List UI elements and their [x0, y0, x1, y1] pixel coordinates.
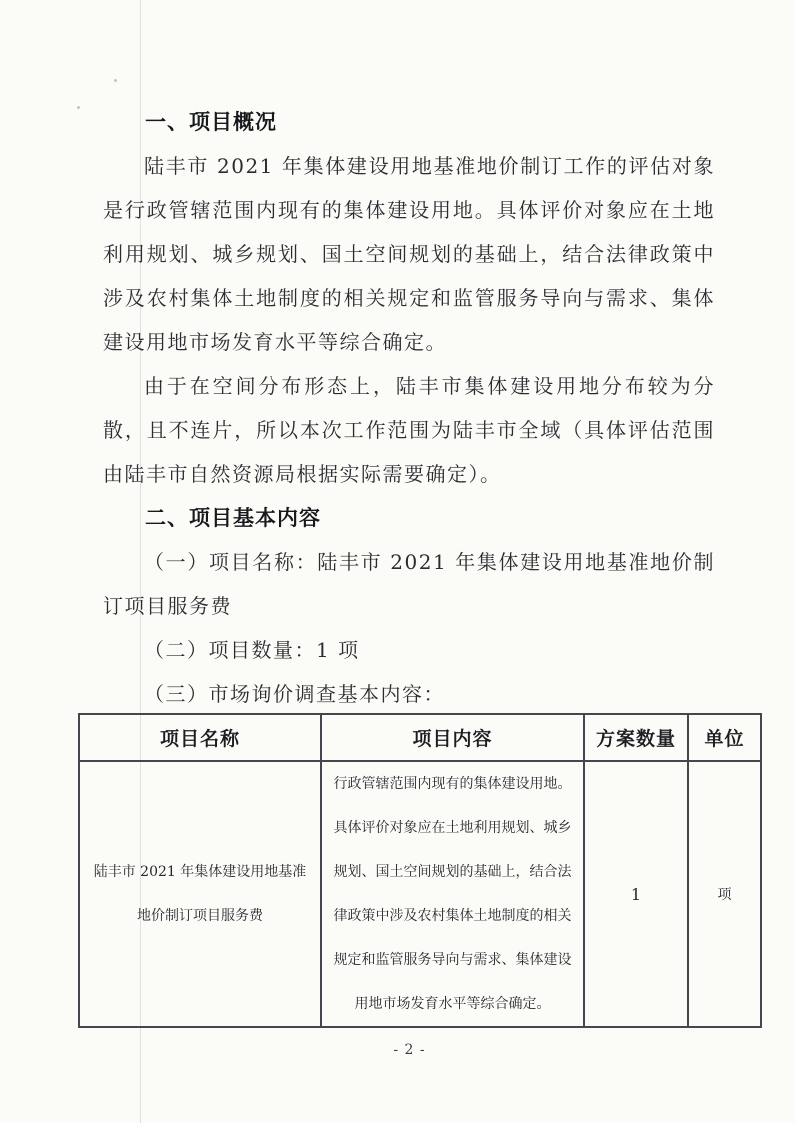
- paragraph-work-scope: 由于在空间分布形态上，陆丰市集体建设用地分布较为分散，且不连片，所以本次工作范围为陆丰市全域（具体评估范围由陆丰市自然资源局根据实际需要确定）。: [103, 374, 715, 486]
- scan-speck: [114, 79, 117, 82]
- market-inquiry-table: [78, 713, 762, 1028]
- section-heading-project-overview: 一、项目概况: [145, 110, 277, 134]
- column-header-plan-quantity: 方案数量: [584, 714, 688, 761]
- cell-project-content: 行政管辖范围内现有的集体建设用地。具体评价对象应在土地利用规划、城乡规划、国土空间规划的基础上，结合法律政策中涉及农村集体土地制度的相关规定和监管服务导向与需求、集体建设用地市场发育水平等综合确定。: [321, 761, 584, 1027]
- cell-plan-quantity: 1: [584, 761, 688, 1027]
- list-item-market-inquiry-content: （三）市场询价调查基本内容：: [144, 682, 445, 706]
- column-header-project-name: 项目名称: [79, 714, 321, 761]
- scan-speck: [77, 106, 80, 109]
- section-heading-project-basic-content: 二、项目基本内容: [145, 506, 321, 530]
- cell-unit: 项: [688, 761, 761, 1027]
- table-header-row: [79, 714, 761, 761]
- column-header-project-content: 项目内容: [321, 714, 584, 761]
- cell-project-name: 陆丰市 2021 年集体建设用地基准地价制订项目服务费: [79, 761, 321, 1027]
- document-body: [103, 100, 715, 716]
- column-header-unit: 单位: [688, 714, 761, 761]
- table-row: [79, 761, 761, 1027]
- list-item-project-quantity: （二）项目数量：1 项: [144, 638, 360, 662]
- page-number: - 2 -: [393, 1042, 426, 1058]
- paragraph-evaluation-object: 陆丰市 2021 年集体建设用地基准地价制订工作的评估对象是行政管辖范围内现有的集体建设用地。具体评价对象应在土地利用规划、城乡规划、国土空间规划的基础上，结合法律政策中涉及农村集体土地制度的相关规定和监管服务导向与需求、集体建设用地市场发育水平等综合确定。: [103, 154, 715, 354]
- list-item-project-name: （一）项目名称：陆丰市 2021 年集体建设用地基准地价制订项目服务费: [103, 550, 715, 618]
